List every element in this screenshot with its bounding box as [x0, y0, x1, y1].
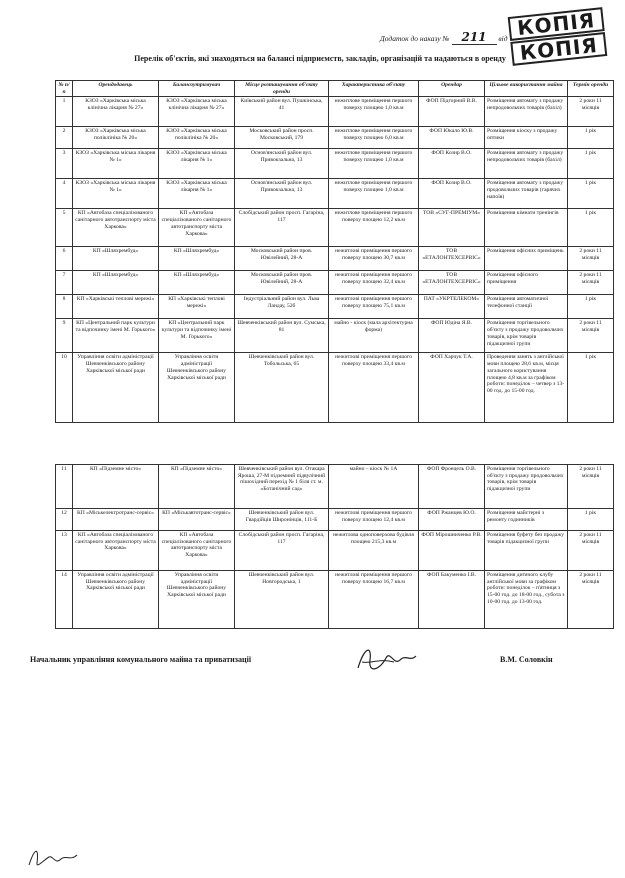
row-purpose: Розміщення офісного приміщення [485, 271, 568, 295]
row-term: 2 роки 11 місяців [568, 531, 614, 571]
row-object: нежитлове приміщення першого поверху площею 6,0 кв.м [329, 127, 419, 149]
table-row [56, 179, 614, 209]
row-number: 6 [56, 247, 73, 271]
row-purpose: Розміщення кімнати тренінгів [485, 209, 568, 247]
row-purpose: Розміщення автомату з продажу непродовольчих товарів (бахіл) [485, 97, 568, 127]
row-number: 1 [56, 97, 73, 127]
row-object: нежитлове приміщення першого поверху площею 1,0 кв.м [329, 149, 419, 179]
row-lessor: КП «Центральний парк культури та відпочинку імені М. Горького» [73, 319, 159, 353]
signatory-name: В.М. Соловкін [500, 655, 553, 664]
order-number: 211 [452, 30, 497, 45]
row-number: 9 [56, 319, 73, 353]
row-lessor: КЗОЗ «Харківська міська поліклініка № 20» [73, 127, 159, 149]
row-lessor: КЗОЗ «Харківська міська лікарня № 1» [73, 179, 159, 209]
row-lessor: КП «Автобаза спеціалізованого санітарного автотранспорту міста Харкова» [73, 531, 159, 571]
table-row [56, 531, 614, 571]
row-location: Київський район вул. Пушкінська, 41 [235, 97, 329, 127]
table-row [56, 127, 614, 149]
row-object: нежитлові приміщення першого поверху площею 30,7 кв.м [329, 247, 419, 271]
row-lessor: КП «Автобаза спеціалізованого санітарного автотранспорту міста Харкова» [73, 209, 159, 247]
row-term: 1 рік [568, 209, 614, 247]
row-number: 7 [56, 271, 73, 295]
row-tenant: ФОП Харчук Т.А. [419, 353, 485, 423]
row-purpose: Розміщення кіоску з продажу оптики [485, 127, 568, 149]
row-tenant: ПАТ «УКРТЕЛЕКОМ» [419, 295, 485, 319]
table-row [56, 209, 614, 247]
table-row [56, 319, 614, 353]
row-location: Індустріальний район вул. Льва Ландау, 52б [235, 295, 329, 319]
row-location: Московський район пров. Ювілейний, 28-А [235, 271, 329, 295]
row-purpose: Розміщення торгівельного об'єкту з продажу продовольчих товарів, крім товарів підакцизної групи [485, 465, 568, 509]
col-tenant: Орендар [419, 81, 485, 97]
row-term: 1 рік [568, 179, 614, 209]
row-number: 4 [56, 179, 73, 209]
row-lessor: КЗОЗ «Харківська міська клінічна лікарня № 27» [73, 97, 159, 127]
row-term: 1 рік [568, 127, 614, 149]
row-tenant: ТОВ «ЕТАЛОНТЕХСЕРВІС» [419, 271, 485, 295]
row-location: Шевченківський район вул. Гвардійців Широнінців, 111-Б [235, 509, 329, 531]
row-location: Шевченківський район вул. Новгородська, 1 [235, 571, 329, 629]
row-term: 2 роки 11 місяців [568, 571, 614, 629]
col-location: Місце розташування об'єкту оренди [235, 81, 329, 97]
row-holder: КП «Підземне місто» [159, 465, 235, 509]
row-location: Основ'янський район вул. Привокзальна, 13 [235, 179, 329, 209]
row-number: 11 [56, 465, 73, 509]
row-tenant: ФОП Юдіна Я.В. [419, 319, 485, 353]
row-holder: КП «Автобаза спеціалізованого санітарного автотранспорту міста Харкова» [159, 531, 235, 571]
row-holder: КП «Центральний парк культури та відпочинку імені М. Горького» [159, 319, 235, 353]
row-location: Шевченківський район вул. Отакара Яроша, 27-М підземний підвулічний пішохідний перехід № 1 біля ст. м. «Ботанічний сад» [235, 465, 329, 509]
document-title: Перелік об'єктів, які знаходяться на балансі підприємств, закладів, організацій та надаються в оренду [134, 54, 506, 63]
row-location: Шевченківський район вул. Сумська, 81 [235, 319, 329, 353]
row-number: 3 [56, 149, 73, 179]
row-location: Московський район пров. Ювілейний, 28-А [235, 247, 329, 271]
row-tenant: ФОП Козир В.О. [419, 179, 485, 209]
row-holder: КП «Шляхрембуд» [159, 247, 235, 271]
col-term: Термін оренди [568, 81, 614, 97]
row-term: 1 рік [568, 509, 614, 531]
row-holder: КЗОЗ «Харківська міська поліклініка № 20» [159, 127, 235, 149]
row-tenant: ТОВ «СУГ-ПРЕМІУМ» [419, 209, 485, 247]
row-tenant: ФОП Фроецель О.В. [419, 465, 485, 509]
signatory-position: Начальник управління комунального майна та приватизації [30, 655, 252, 664]
row-lessor: Управління освіти адміністрації Шевченківського району Харківської міської ради [73, 571, 159, 629]
row-lessor: Управління освіти адміністрації Шевченківського району Харківської міської ради [73, 353, 159, 423]
row-holder: КЗОЗ «Харківська міська клінічна лікарня № 27» [159, 97, 235, 127]
row-holder: КП «Міськавтотранс-сервіс» [159, 509, 235, 531]
row-term: 2 роки 11 місяців [568, 247, 614, 271]
row-object: нежитлове приміщення першого поверху площею 1,0 кв.м [329, 97, 419, 127]
row-lessor: КП «Харківські теплові мережі» [73, 295, 159, 319]
row-object: нежитлове приміщення першого поверху площею 1,0 кв.м [329, 179, 419, 209]
handwritten-signature [350, 640, 420, 680]
table-row [56, 295, 614, 319]
row-term: 2 роки 11 місяців [568, 319, 614, 353]
objects-table [55, 80, 614, 423]
row-tenant: ФОП Підгорний В.В. [419, 97, 485, 127]
row-holder: КП «Харківські теплові мережі» [159, 295, 235, 319]
row-object: нежитлове приміщення першого поверху площею 12,2 кв.м [329, 209, 419, 247]
row-number: 8 [56, 295, 73, 319]
row-number: 13 [56, 531, 73, 571]
row-lessor: КП «Шляхрембуд» [73, 247, 159, 271]
table-row [56, 97, 614, 127]
table-row [56, 149, 614, 179]
row-holder: Управління освіти адміністрації Шевченківського району Харківської міської ради [159, 571, 235, 629]
row-purpose: Розміщення дитячого клубу англійської мови за графіком роботи: понеділок – п'ятниця з 15-00 год. до 18-00 год., субота з 10-00 год. до 13-00 год. [485, 571, 568, 629]
table-row [56, 353, 614, 423]
row-object: нежитлові приміщення першого поверху площею 16,7 кв.м [329, 571, 419, 629]
row-holder: КЗОЗ «Харківська міська лікарня № 1» [159, 179, 235, 209]
row-location: Основ'янський район вул. Привокзальна, 13 [235, 149, 329, 179]
row-term: 2 роки 11 місяців [568, 97, 614, 127]
order-reference [380, 30, 508, 45]
row-lessor: КП «Підземне місто» [73, 465, 159, 509]
stamp-line-1: КОПІЯ [508, 7, 605, 41]
row-object: нежитлова одноповерхова будівля площею 215,3 кв.м [329, 531, 419, 571]
row-location: Слобідський район просп. Гагаріна, 117 [235, 209, 329, 247]
col-purpose: Цільове використання майна [485, 81, 568, 97]
row-object: майно – кіоск № 1А [329, 465, 419, 509]
row-location: Шевченківський район вул. Тобольська, 65 [235, 353, 329, 423]
row-purpose: Розміщення майстерні з ремонту годинників [485, 509, 568, 531]
order-prefix: Додаток до наказу № [380, 34, 450, 43]
col-lessor: Орендодавець [73, 81, 159, 97]
row-term: 1 рік [568, 353, 614, 423]
row-location: Слобідський район просп. Гагаріна, 117 [235, 531, 329, 571]
row-tenant: ФОП Бакуменко І.В. [419, 571, 485, 629]
row-object: нежитлові приміщення першого поверху площею 75,1 кв.м [329, 295, 419, 319]
row-term: 2 роки 11 місяців [568, 465, 614, 509]
table-row [56, 509, 614, 531]
row-tenant: ФОП Ржанцев Ю.О. [419, 509, 485, 531]
table-row [56, 571, 614, 629]
row-purpose: Розміщення торгівельного об'єкту з продажу продовольчих товарів, крім товарів підакцизної групи [485, 319, 568, 353]
row-lessor: КП «Шляхрембуд» [73, 271, 159, 295]
row-holder: КП «Шляхрембуд» [159, 271, 235, 295]
row-holder: Управління освіти адміністрації Шевченківського району Харківської міської ради [159, 353, 235, 423]
row-location: Московський район просп. Московський, 179 [235, 127, 329, 149]
row-number: 2 [56, 127, 73, 149]
row-term: 1 рік [568, 295, 614, 319]
row-number: 12 [56, 509, 73, 531]
row-term: 1 рік [568, 149, 614, 179]
row-purpose: Проведення занять з англійської мови площею 28,6 кв.м, місця загального користування площею 4,8 кв.м за графіком роботи: понеділок – четвер з 13-00 год. до 15-00 год. [485, 353, 568, 423]
row-tenant: ТОВ «ЕТАЛОНТЕХСЕРВІС» [419, 247, 485, 271]
row-holder: КЗОЗ «Харківська міська лікарня № 1» [159, 149, 235, 179]
row-holder: КП «Автобаза спеціалізованого санітарного автотранспорту міста Харкова» [159, 209, 235, 247]
row-lessor: КЗОЗ «Харківська міська лікарня № 1» [73, 149, 159, 179]
table-row [56, 247, 614, 271]
row-object: нежитлові приміщення першого поверху площею 32,4 кв.м [329, 271, 419, 295]
stamp-line-2: КОПІЯ [510, 32, 607, 66]
row-purpose: Розміщення офісних приміщень [485, 247, 568, 271]
row-purpose: Розміщення автомату з продажу продовольчих товарів (гарячих напоїв) [485, 179, 568, 209]
row-number: 14 [56, 571, 73, 629]
col-object: Характеристика об'єкту [329, 81, 419, 97]
row-purpose: Розміщення автомату з продажу непродовольчих товарів (бахіл) [485, 149, 568, 179]
table-row [56, 271, 614, 295]
row-term: 2 роки 11 місяців [568, 271, 614, 295]
row-purpose: Розміщення автоматичної телефонної станції [485, 295, 568, 319]
corner-signature [25, 845, 80, 870]
row-lessor: КП «Міськелектротранс-сервіс» [73, 509, 159, 531]
row-number: 10 [56, 353, 73, 423]
table-header [56, 81, 614, 97]
col-number: № п/п [56, 81, 73, 97]
row-object: нежитлові приміщення першого поверху площею 12,4 кв.м [329, 509, 419, 531]
row-purpose: Розміщення буфету без продажу товарів підакцизної групи [485, 531, 568, 571]
order-suffix: від [498, 34, 508, 43]
table-row [56, 465, 614, 509]
row-tenant: ФОП Юкало Ю.В. [419, 127, 485, 149]
row-number: 5 [56, 209, 73, 247]
row-tenant: ФОП Козир В.О. [419, 149, 485, 179]
row-object: нежитлові приміщення першого поверху площею 33,4 кв.м [329, 353, 419, 423]
col-holder: Балансоутримувач [159, 81, 235, 97]
row-tenant: ФОП Мірошниченко Р.В. [419, 531, 485, 571]
objects-table-continued [55, 464, 614, 629]
row-object: майно - кіоск (мала архітектурна форма) [329, 319, 419, 353]
